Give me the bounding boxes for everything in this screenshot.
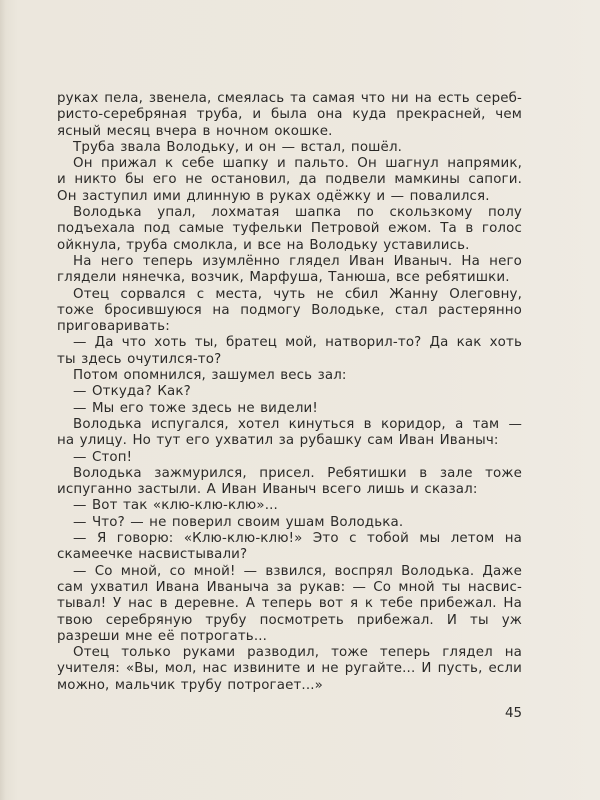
text-line: Он прижал к себе шапку и пальто. Он шагнул напрямик, (73, 156, 522, 172)
text-line: тывал! У нас в деревне. А теперь вот я к тебе прибежал. На (57, 596, 522, 612)
paragraph (57, 498, 522, 514)
text-line: На него теперь изумлённо глядел Иван Иваныч. На него (73, 253, 522, 269)
text-line: Володька зажмурился, присел. Ребятишки в зале тоже (73, 465, 522, 481)
paragraph (57, 417, 522, 450)
text-line: — Вот так «клю-клю-клю»... (73, 498, 278, 514)
text-line: ойкнула, труба смолкла, и все на Володьку уставились. (57, 237, 470, 253)
paragraph (57, 531, 522, 564)
text-line: — Я говорю: «Клю-клю-клю!» Это с тобой мы летом на (73, 531, 522, 547)
paragraph (57, 401, 522, 417)
text-line: — Стоп! (73, 449, 133, 465)
paragraph (57, 450, 522, 466)
text-line: тоже бросившуюся на подмогу Володьке, стал растерянно (57, 302, 522, 318)
text-line: глядели нянечка, возчик, Марфуша, Танюша, все ребятишки. (57, 270, 510, 286)
text-line: на улицу. Но тут его ухватил за рубашку сам Иван Иваныч: (57, 433, 499, 449)
text-line: скамеечке насвистывали? (57, 547, 248, 563)
paragraph (57, 287, 522, 336)
paragraph (57, 91, 522, 140)
paragraph (57, 156, 522, 205)
text-line: и никто бы его не остановил, да подвели мамкины сапоги. (57, 172, 522, 188)
paragraph (57, 384, 522, 400)
text-line: ясный месяц вчера в ночном окошке. (57, 123, 333, 139)
paragraph (57, 564, 522, 645)
text-line: приговаривать: (57, 319, 170, 335)
text-line: разреши мне её потрогать... (57, 628, 268, 644)
text-line: — Мы его тоже здесь не видели! (73, 400, 318, 416)
paragraph (57, 140, 522, 156)
text-line: Володька упал, лохматая шапка по скользкому полу (73, 205, 522, 221)
text-line: — Откуда? Как? (73, 384, 191, 400)
page-number: 45 (505, 706, 523, 721)
paragraph (57, 254, 522, 287)
text-line: Отец только руками разводил, тоже теперь глядел на (73, 645, 522, 661)
text-line: Труба звала Володьку, и он — встал, пошёл. (73, 139, 403, 155)
body-text (57, 91, 522, 694)
paragraph (57, 515, 522, 531)
text-line: Потом опомнился, зашумел весь зал: (73, 368, 347, 384)
text-line: ристо-серебряная труба, и была она куда прекрасней, чем (57, 107, 522, 123)
text-line: Он заступил ими длинную в руках одёжку и — повалился. (57, 188, 490, 204)
text-line: — Да что хоть ты, братец мой, натворил-то? Да как хоть (73, 335, 522, 351)
text-line: подъехала под самые туфельки Петровой ежом. Та в голос (57, 221, 522, 237)
text-line: учителя: «Вы, мол, нас извините и не ругайте... И пусть, если (57, 661, 522, 677)
text-line: Отец сорвался с места, чуть не сбил Жанну Олеговну, (73, 286, 522, 302)
paragraph (57, 205, 522, 254)
text-line: ты здесь очутился-то? (57, 351, 222, 367)
text-line: — Что? — не поверил своим ушам Володька. (73, 514, 404, 530)
paragraph (57, 368, 522, 384)
text-line: испуганно застыли. А Иван Иваныч всего лишь и сказал: (57, 482, 478, 498)
text-line: — Со мной, со мной! — взвился, воспрял Володька. Даже (73, 563, 522, 579)
paragraph (57, 645, 522, 694)
text-line: твою серебряную трубу посмотреть прибежал. И ты уж (57, 612, 522, 628)
text-line: Володька испугался, хотел кинуться в коридор, а там — (73, 416, 522, 432)
paragraph (57, 335, 522, 368)
text-line: руках пела, звенела, смеялась та самая что ни на есть сереб- (57, 91, 522, 106)
paragraph (57, 466, 522, 499)
text-line: сам ухватил Ивана Иваныча за рукав: — Со мной ты насвис- (57, 579, 522, 595)
text-line: можно, мальчик трубу потрогает...» (57, 677, 323, 693)
